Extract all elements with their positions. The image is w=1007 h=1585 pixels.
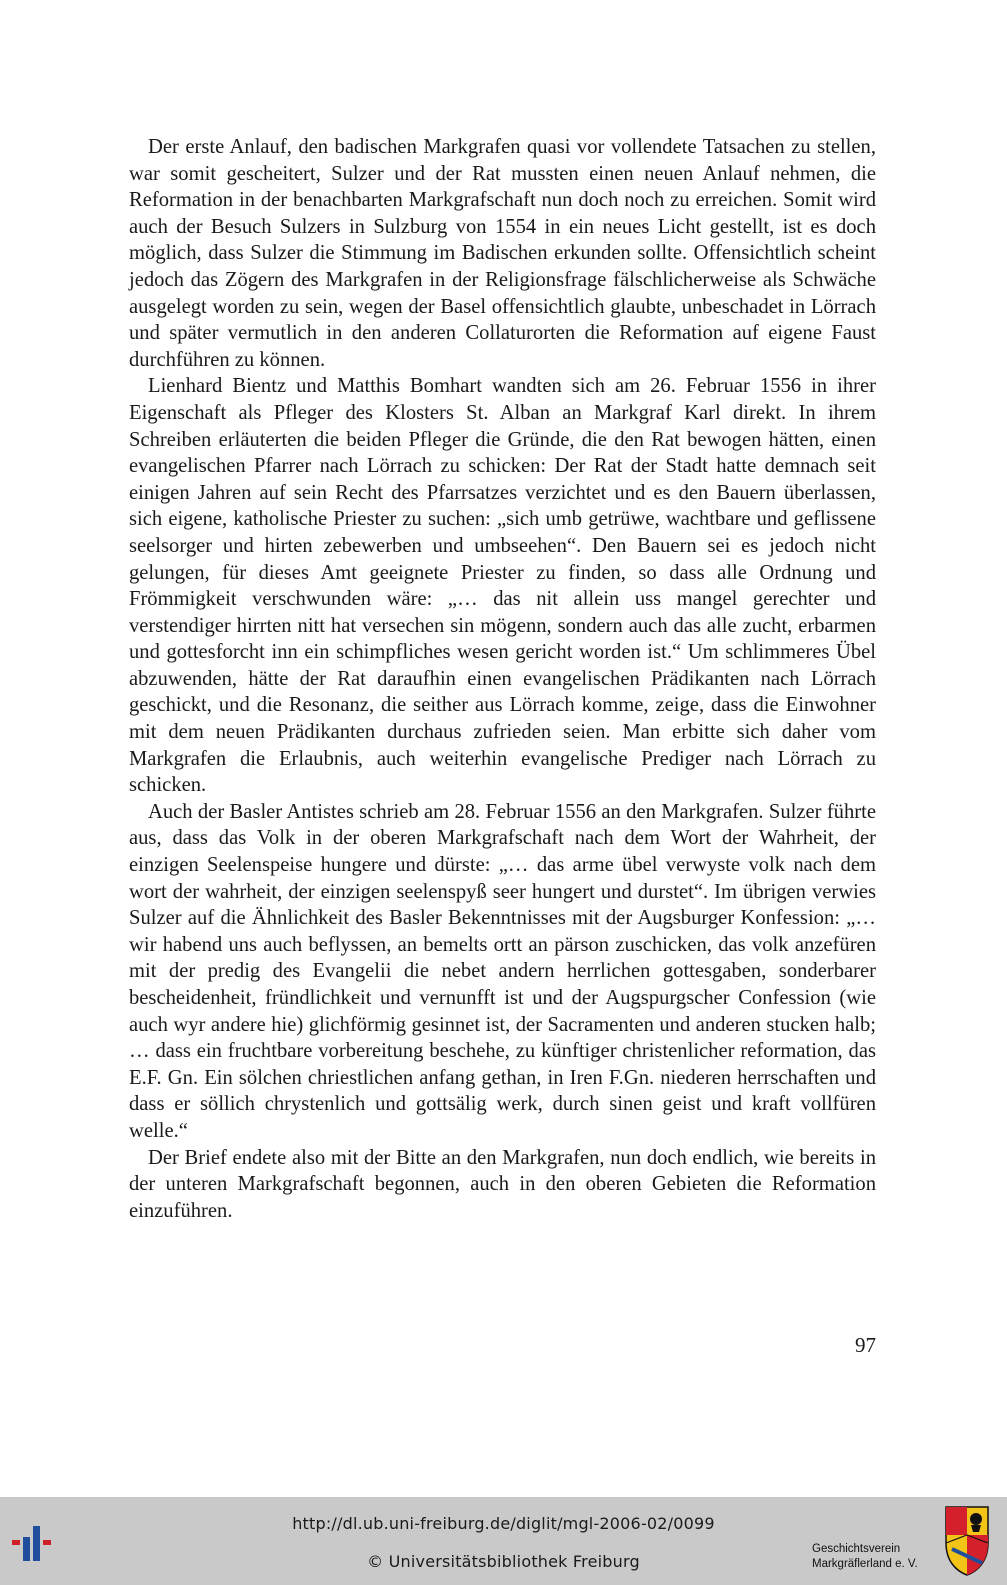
society-name — [812, 1542, 930, 1572]
society-line-1: Geschichtsverein — [812, 1543, 901, 1555]
coat-of-arms-icon — [944, 1505, 990, 1577]
body-text — [129, 134, 876, 1224]
paragraph: Der Brief endete also mit der Bitte an den Markgrafen, nun doch endlich, wie bereits in der unteren Markgrafschaft begonnen, auch in den oberen Gebieten die Reformation einzuführen. — [129, 1146, 876, 1222]
copyright-notice: © Universitätsbibliothek Freiburg — [367, 1552, 640, 1571]
paragraph: Lienhard Bientz und Matthis Bomhart wandten sich am 26. Februar 1556 in ihrer Eigenschaft als Pfleger des Klosters St. Alban an Markgraf Karl direkt. In ihrem Schreiben erläuterten die beiden Pfleger die Gründe, die den Rat bewogen hätten, einen evangelischen Pfarrer nach Lörrach zu schicken: Der Rat der Stadt hatte demnach seit einigen Jahren auf sein Recht des Pfarrsatzes verzichtet und es den Bauern überlassen, sich eigene, katholische Priester zu suchen: „sich umb getrüwe, wachtbare und geflissene seelsorger und hirten zebewerben und umbseehen“. Den Bauern sei es jedoch nicht gelungen, für dieses Amt geeignete Priester zu finden, so dass alle Ordnung und Frömmigkeit verschwunden wäre: „… das nit allein uss mangel gerechter und verstendiger hirrten nitt hat versechen sin mögenn, sondern auch das alle zucht, erbarmen und gottesforcht inn ein schimpfliches wesen gericht worden ist.“ Um schlimmeres Übel abzuwenden, hätte der Rat daraufhin einen evangelischen Prädikanten nach Lörrach geschickt, und die Resonanz, die seither aus Lörrach komme, zeige, dass die Einwohner mit dem neuen Prädikanten durchaus zufrieden seien. Man erbitte sich daher vom Markgrafen die Erlaubnis, auch weiterhin evangelische Prediger nach Lörrach zu schicken. — [129, 375, 876, 797]
footer-bar — [0, 1497, 1007, 1585]
paragraph: Auch der Basler Antistes schrieb am 28. Februar 1556 an den Markgrafen. Sulzer führte aus, dass das Volk in der oberen Markgrafschaft nach dem Wort der Wahrheit, der einzigen Seelenspeise hungere und dürste: „… das arme übel verwyste volk nach dem wort der wahrheit, der einzigen seelenspyß seer hungert und durstet“. Im übrigen verwies Sulzer auf die Ähnlichkeit des Basler Bekenntnisses mit der Augsburger Konfession: „… wir habend uns auch beflyssen, an bemelts ortt an pärson zuschicken, das volk anzefüren mit der predig des Evangelii die nebet andern herrlichen gottesgaben, sonderbarer bescheidenheit, fründlichkeit und vernunfft ist und der Augspurgscher Confession (wie auch wyr andere hie) glichförmig gesinnet ist, der Sacramenten und anderen stucken halb; … dass ein fruchtbare vorbereitung beschehe, zu künftiger christenlicher reformation, das E.F. Gn. Ein sölchen chriestlichen anfang gethan, in Iren F.Gn. niederen herrschaften und dass er söllich chrystenlich und gottsälig werk, durch sinen geist und kraft vollfüren welle.“ — [129, 800, 876, 1142]
paragraph: Der erste Anlauf, den badischen Markgrafen quasi vor vollendete Tatsachen zu stellen, war somit gescheitert, Sulzer und der Rat mussten einen neuen Anlauf nehmen, die Reformation in der benachbarten Markgrafschaft nun doch noch zu erreichen. Somit wird auch der Besuch Sulzers in Sulzburg von 1554 in ein neues Licht gestellt, ist es doch möglich, dass Sulzer die Stimmung im Badischen erkunden sollte. Offensichtlich scheint jedoch das Zögern des Markgrafen in der Religionsfrage fälschlicherweise als Schwäche ausgelegt worden zu sein, wegen der Basel offensichtlich glaubte, unbeschadet in Lörrach und später vermutlich in den anderen Collaturorten die Reformation auf eigene Faust durchführen zu können. — [129, 136, 876, 371]
page-number: 97 — [855, 1333, 876, 1357]
document-url-link[interactable]: http://dl.ub.uni-freiburg.de/diglit/mgl-2006-02/0099 — [292, 1514, 715, 1533]
society-line-2: Markgräflerland e. V. — [812, 1558, 918, 1570]
